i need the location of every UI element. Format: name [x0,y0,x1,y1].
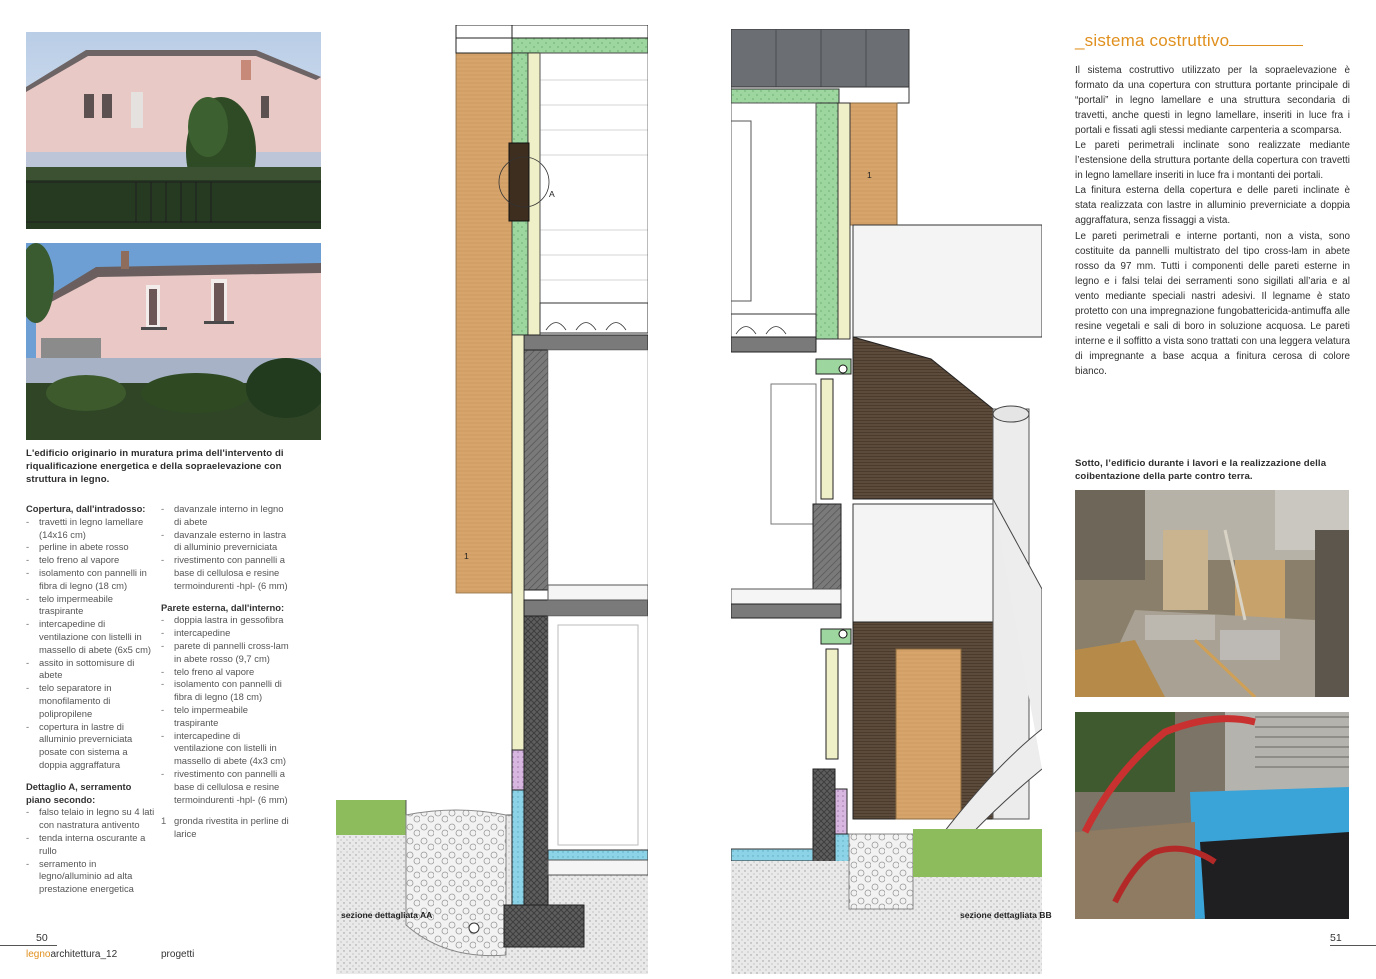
legend-eaves [161,815,291,841]
paragraph: Le pareti perimetrali inclinate sono realizzate mediante l’estensione della struttura portante della copertura con travetti in legno lamellare inseriti in luce fra i montanti dei portali. [1075,140,1350,182]
paragraph: Il sistema costruttivo utilizzato per la sopraelevazione è formato da una copertura con struttura portante principale di “portali” in legno lamellare e una struttura secondaria di travetti, anche questi in legno lamellare, inseriti in luce fra i portali e fissati agli stessi mediante carpenteria a scomparsa. [1075,65,1350,137]
footer-rule-left [0,945,57,946]
title-underline [1229,33,1303,46]
legend-roof [26,503,156,772]
legend-heading: Parete esterna, dall'interno: [161,601,285,613]
legend-item: - davanzale interno in legno di abete [161,503,291,529]
legend-item: - isolamento con pannelli di fibra di legno (18 cm) [161,678,291,704]
page-number-left: 50 [36,932,48,944]
section-label-bb: sezione dettagliata BB [960,910,1052,920]
section-drawing-aa [336,25,648,974]
legend-item: - intercapedine di ventilazione con listelli in massello di abete (4x3 cm) [161,730,291,768]
legend-item: - intercapedine di ventilazione con listelli in massello di abete (6x5 cm) [26,618,156,656]
photo-caption-original: L'edificio originario in muratura prima dell'intervento di riqualificazione energetica e della sopraelevazione con struttura in legno. [26,448,284,485]
eaves-label-bb: 1 [867,170,872,180]
page-number-right: 51 [1330,932,1342,944]
photo-insulation-works [1075,712,1349,919]
section-drawing-bb [731,29,1042,974]
legend-item: - telo freno al vapore [26,554,156,567]
paragraph: Le pareti perimetrali e interne portanti, non a vista, sono costituite da pannelli multistrato del tipo cross-lam in abete rosso da 97 mm. Tutti i componenti delle pareti esterne in legno e i falsi telai dei serramenti sono sigillati all’aria e al vento mediante speciali nastri adesivi. Il legname è stato protetto con una impregnazione fungobattericida-antimuffa alle resine vegetali e sali di boro in soluzione acquosa. Le pareti interne e il soffitto a vista sono trattati con una leggera velatura di impregnante a base acqua a finitura cerosa di colore bianco. [1075,230,1350,377]
legend-item: - rivestimento con pannelli a base di cellulosa e resine termoindurenti -hpl- (6 mm) [161,554,291,592]
footer-issue: _12 [100,949,118,960]
footer-brand-architettura: architettura [50,949,101,960]
footer-section: progetti [161,949,195,960]
legend-item: - parete di pannelli cross-lam in abete rosso (9,7 cm) [161,640,291,666]
legend-item: 1 gronda rivestita in perline di larice [161,815,291,841]
photo-house-original-front [26,32,321,229]
legend-item: - telo impermeabile traspirante [26,593,156,619]
legend-item: - intercapedine [161,627,291,640]
legend-item: - serramento in legno/alluminio ad alta prestazione energetica [26,858,156,896]
legend-item: - rivestimento con pannelli a base di cellulosa e resine termoindurenti -hpl- (6 mm) [161,768,291,806]
photo-construction-site [1075,490,1349,697]
paragraph: La finitura esterna della copertura e delle pareti inclinate è stata realizzata con lastre in alluminio preverniciate a doppia aggraffatura, senza fissaggi a vista. [1075,185,1350,227]
section-label-aa: sezione dettagliata AA [341,910,433,920]
legend-item: - copertura in lastre di alluminio preverniciata posate con sistema a doppia aggraffatura [26,721,156,772]
legend-item: - telo separatore in monofilamento di polipropilene [26,682,156,720]
legend-item: - falso telaio in legno su 4 lati con nastratura antivento [26,806,156,832]
legend-column-2 [161,503,291,850]
legend-item: - assito in sottomisure di abete [26,657,156,683]
detail-label-a: A [549,189,555,199]
footer-brand-legno: legno [26,949,51,960]
legend-heading: Copertura, dall'intradosso: [26,503,146,514]
section-title-text: _sistema costruttivo [1075,31,1230,50]
legend-item: - perline in abete rosso [26,541,156,554]
eaves-label-aa: 1 [464,551,469,561]
legend-windowsill [161,503,291,593]
photo-caption-works: Sotto, l’edificio durante i lavori e la realizzazione della coibentazione della parte contro terra. [1075,458,1327,482]
legend-column-1 [26,503,156,905]
legend-item: - doppia lastra in gessofibra [161,614,291,627]
footer-rule-right [1330,945,1376,946]
legend-detail-a [26,781,156,896]
legend-item: - tenda interna oscurante a rullo [26,832,156,858]
legend-item: - telo impermeabile traspirante [161,704,291,730]
legend-item: - davanzale esterno in lastra di alluminio preverniciata [161,529,291,555]
body-text [1075,63,1350,379]
legend-heading: Dettaglio A, serramento piano secondo: [26,780,132,805]
legend-item: - travetti in legno lamellare (14x16 cm) [26,516,156,542]
photo-house-original-side [26,243,321,440]
legend-item: - isolamento con pannelli in fibra di legno (18 cm) [26,567,156,593]
legend-external-wall [161,602,291,807]
legend-item: - telo freno al vapore [161,666,291,679]
section-title [1075,31,1303,51]
footer-brand [26,949,117,960]
